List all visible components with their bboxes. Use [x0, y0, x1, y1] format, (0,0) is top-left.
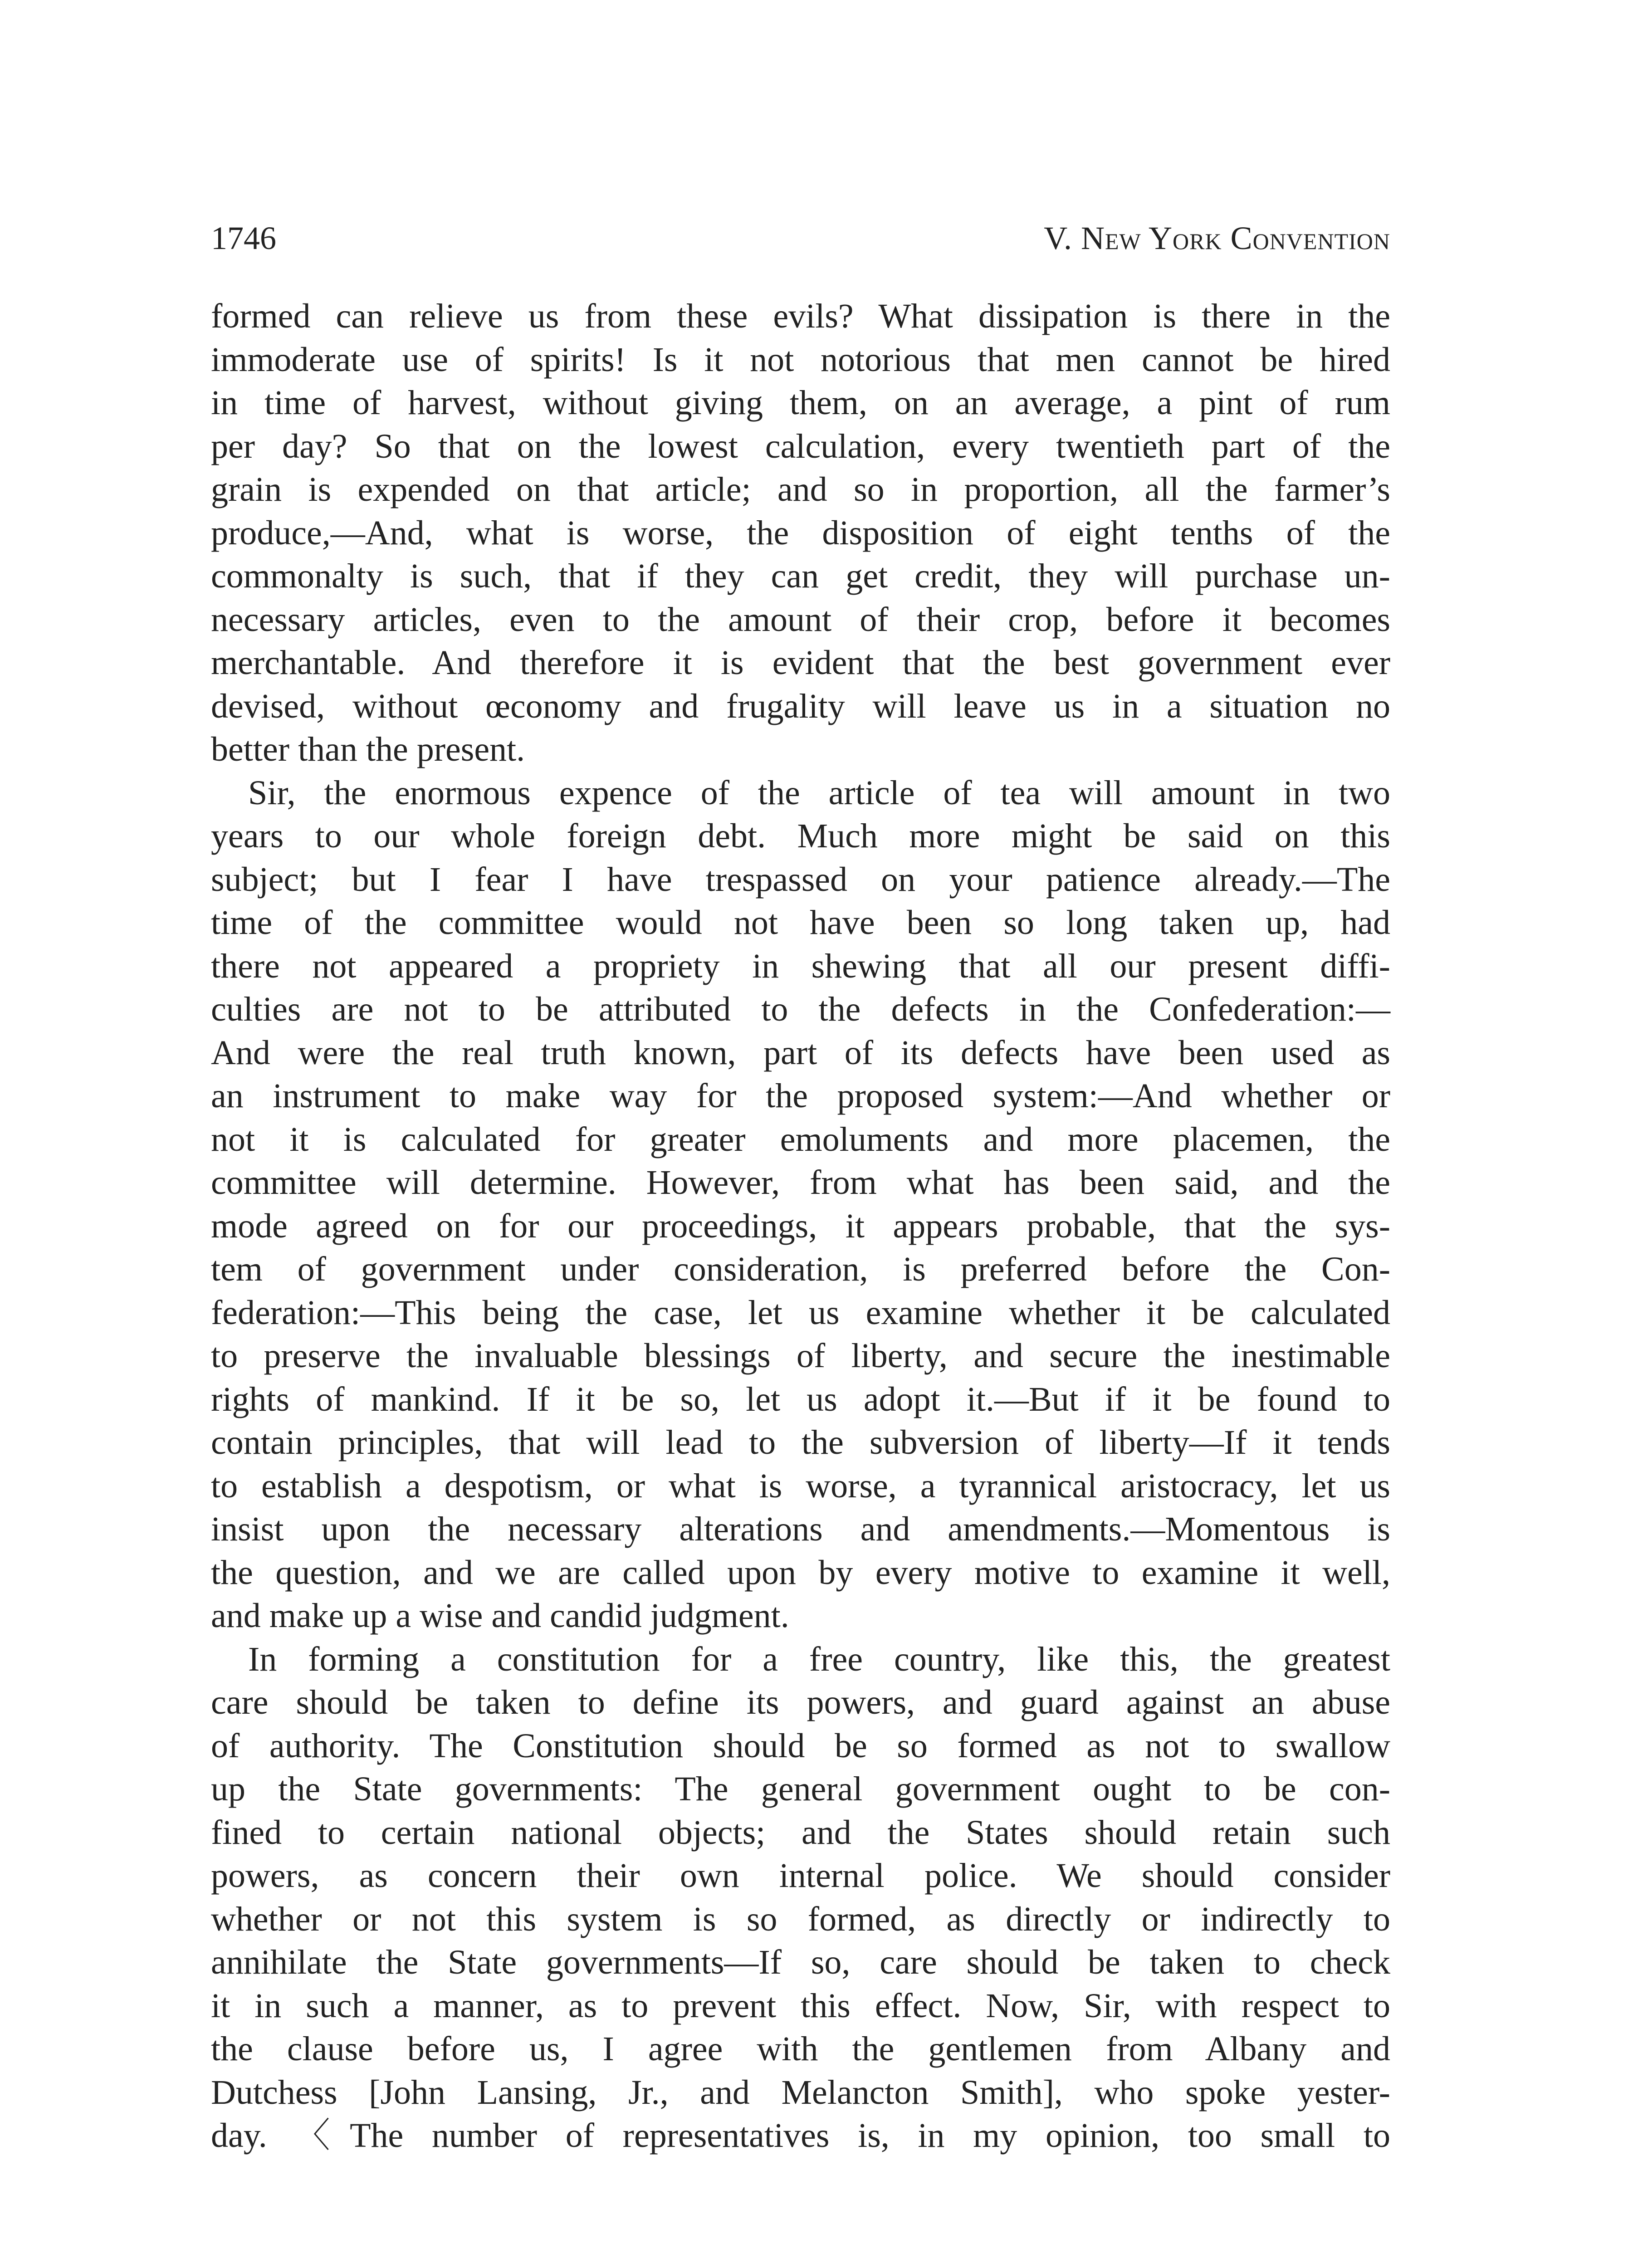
- text-line: Sir, the enormous expence of the article of tea will amount in two: [248, 773, 1390, 812]
- text-line: not it is calculated for greater emoluments and more placemen, the: [211, 1120, 1390, 1158]
- text-line: necessary articles, even to the amount of their crop, before it becomes: [211, 600, 1390, 639]
- paragraph-3: [211, 1638, 1390, 2158]
- text-line: devised, without œconomy and frugality will leave us in a situation no: [211, 687, 1390, 725]
- text-line: the clause before us, I agree with the gentlemen from Albany and: [211, 2030, 1390, 2068]
- text-line: federation:—This being the case, let us examine whether it be calculated: [211, 1293, 1390, 1332]
- text-line: culties are not to be attributed to the defects in the Confederation:—: [211, 990, 1390, 1028]
- body-text: [211, 295, 1390, 2158]
- text-line: And were the real truth known, part of its defects have been used as: [211, 1033, 1390, 1072]
- paragraph-1: [211, 295, 1390, 772]
- text-line: whether or not this system is so formed, as directly or indirectly to: [211, 1900, 1390, 1938]
- text-line: commonalty is such, that if they can get credit, they will purchase un-: [211, 557, 1390, 595]
- text-line: committee will determine. However, from what has been said, and the: [211, 1163, 1390, 1202]
- paragraph-2: [211, 772, 1390, 1638]
- text-line: time of the committee would not have been so long taken up, had: [211, 904, 1390, 942]
- text-line: in time of harvest, without giving them, on an average, a pint of rum: [211, 384, 1390, 422]
- text-line: Dutchess [John Lansing, Jr., and Melancton Smith], who spoke yester-: [211, 2073, 1390, 2112]
- text-line: care should be taken to define its powers, and guard against an abuse: [211, 1683, 1390, 1721]
- text-line: and make up a wise and candid judgment.: [211, 1597, 789, 1635]
- text-line: subject; but I fear I have trespassed on your patience already.—The: [211, 860, 1390, 899]
- text-line: powers, as concern their own internal police. We should consider: [211, 1857, 1390, 1895]
- text-line: formed can relieve us from these evils? What dissipation is there in the: [211, 297, 1390, 335]
- page-number: 1746: [211, 220, 276, 256]
- text-line: rights of mankind. If it be so, let us adopt it.—But if it be found to: [211, 1380, 1390, 1418]
- running-head: [211, 213, 1390, 263]
- text-line: the question, and we are called upon by every motive to examine it well,: [211, 1553, 1390, 1592]
- text-line: insist upon the necessary alterations and amendments.—Momentous is: [211, 1510, 1390, 1548]
- text-line: to establish a despotism, or what is worse, a tyrannical aristocracy, let us: [211, 1466, 1390, 1505]
- document-page: [211, 213, 1390, 2158]
- text-line: day. 〈The number of representatives is, in my opinion, too small to: [211, 2116, 1390, 2155]
- text-line: merchantable. And therefore it is evident that the best government ever: [211, 644, 1390, 682]
- text-line: years to our whole foreign debt. Much more might be said on this: [211, 817, 1390, 855]
- text-line: produce,—And, what is worse, the disposition of eight tenths of the: [211, 513, 1390, 552]
- text-line: to preserve the invaluable blessings of liberty, and secure the inestimable: [211, 1337, 1390, 1375]
- text-line: grain is expended on that article; and so in proportion, all the farmer’s: [211, 470, 1390, 508]
- text-line: fined to certain national objects; and the States should retain such: [211, 1813, 1390, 1852]
- text-line: of authority. The Constitution should be so formed as not to swallow: [211, 1726, 1390, 1765]
- section-title: V. New York Convention: [1044, 220, 1390, 256]
- text-line: In forming a constitution for a free country, like this, the greatest: [248, 1640, 1390, 1678]
- text-line: tem of government under consideration, is preferred before the Con-: [211, 1250, 1390, 1288]
- text-line: up the State governments: The general government ought to be con-: [211, 1770, 1390, 1808]
- text-line: immoderate use of spirits! Is it not notorious that men cannot be hired: [211, 340, 1390, 379]
- text-line: contain principles, that will lead to the subversion of liberty—If it tends: [211, 1423, 1390, 1461]
- text-line: it in such a manner, as to prevent this effect. Now, Sir, with respect to: [211, 1986, 1390, 2025]
- text-line: mode agreed on for our proceedings, it appears probable, that the sys-: [211, 1207, 1390, 1245]
- text-line: per day? So that on the lowest calculation, every twentieth part of the: [211, 427, 1390, 465]
- text-line: an instrument to make way for the proposed system:—And whether or: [211, 1077, 1390, 1115]
- text-line: there not appeared a propriety in shewing that all our present diffi-: [211, 947, 1390, 985]
- text-line: annihilate the State governments—If so, care should be taken to check: [211, 1943, 1390, 1981]
- text-line: better than the present.: [211, 730, 525, 768]
